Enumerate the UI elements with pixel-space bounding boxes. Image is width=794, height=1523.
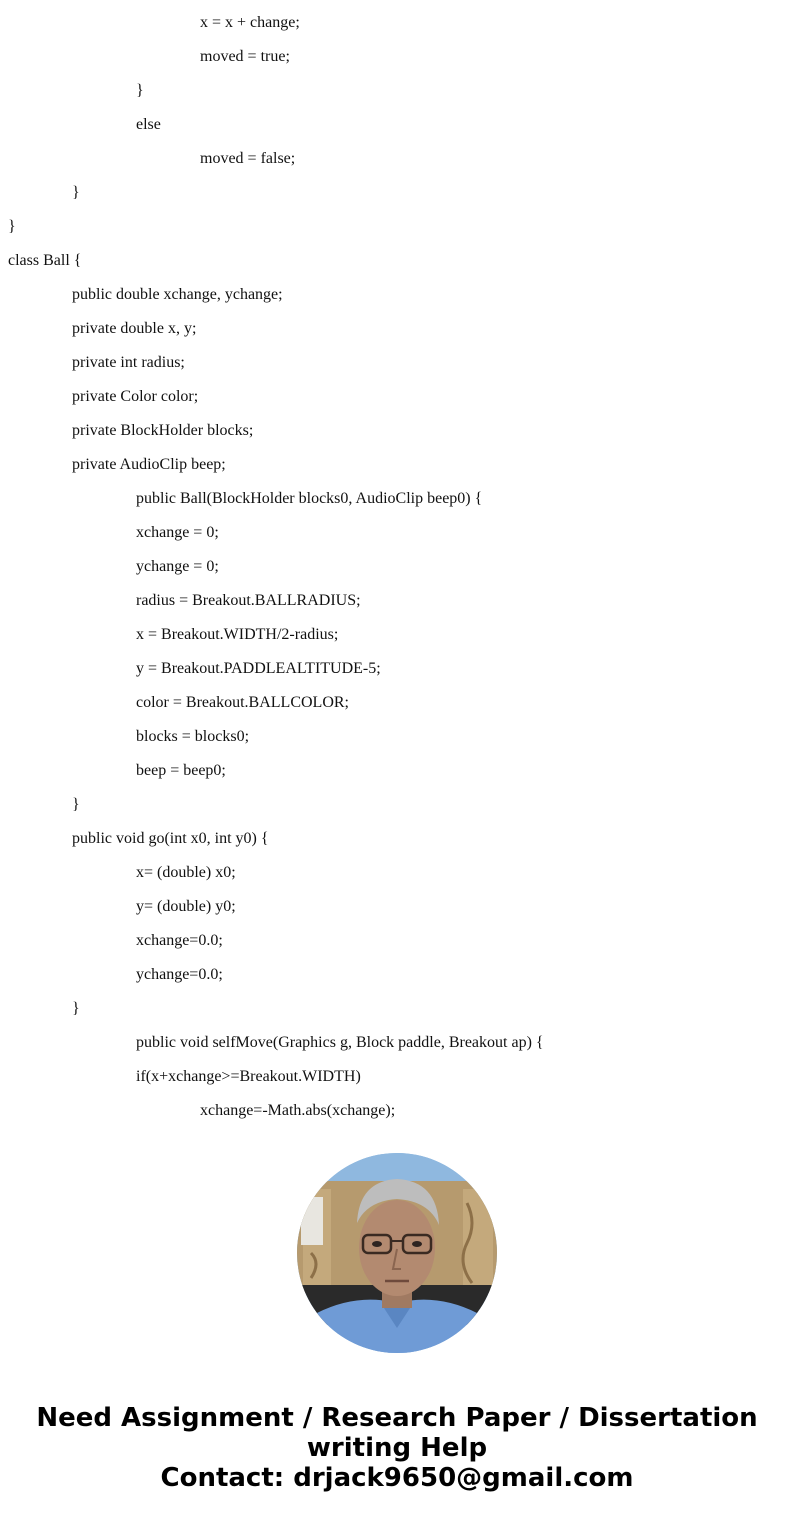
- code-line: [0, 516, 794, 550]
- code-line: [0, 346, 794, 380]
- code-line: [0, 890, 794, 924]
- code-line: [0, 550, 794, 584]
- code-line: [0, 1060, 794, 1094]
- code-line: [0, 210, 794, 244]
- code-text: xchange=0.0;: [136, 932, 223, 949]
- code-line: [0, 74, 794, 108]
- promo-contact: Contact: drjack9650@gmail.com: [160, 1463, 634, 1493]
- code-line: [0, 822, 794, 856]
- author-portrait-icon: [297, 1153, 497, 1353]
- code-text: private double x, y;: [72, 320, 197, 337]
- code-text: color = Breakout.BALLCOLOR;: [136, 694, 349, 711]
- code-text: private Color color;: [72, 388, 199, 405]
- code-line: [0, 448, 794, 482]
- code-text: y= (double) y0;: [136, 898, 236, 915]
- code-line: [0, 482, 794, 516]
- code-text: public void selfMove(Graphics g, Block paddle, Breakout ap) {: [136, 1034, 544, 1051]
- code-text: }: [136, 82, 144, 99]
- promo-line-2: writing Help: [306, 1433, 488, 1463]
- code-line: [0, 244, 794, 278]
- code-text: public void go(int x0, int y0) {: [72, 830, 269, 847]
- code-line: [0, 584, 794, 618]
- code-text: else: [136, 116, 161, 133]
- code-line: [0, 380, 794, 414]
- promo-line-1: Need Assignment / Research Paper / Dissertation: [36, 1403, 758, 1433]
- code-text: ychange=0.0;: [136, 966, 223, 983]
- code-line: [0, 992, 794, 1026]
- code-line: [0, 1026, 794, 1060]
- code-line: [0, 958, 794, 992]
- code-line: [0, 414, 794, 448]
- code-line: [0, 652, 794, 686]
- code-line: [0, 108, 794, 142]
- code-text: }: [8, 218, 16, 235]
- code-text: beep = beep0;: [136, 762, 226, 779]
- code-line: [0, 176, 794, 210]
- author-avatar: [297, 1153, 497, 1353]
- code-text: }: [72, 1000, 80, 1017]
- code-line: [0, 278, 794, 312]
- code-text: public Ball(BlockHolder blocks0, AudioClip beep0) {: [136, 490, 483, 507]
- code-line: [0, 754, 794, 788]
- promo-banner: [0, 1403, 794, 1493]
- code-text: xchange=-Math.abs(xchange);: [200, 1102, 396, 1119]
- code-document: [0, 6, 794, 1128]
- code-text: x = Breakout.WIDTH/2-radius;: [136, 626, 339, 643]
- code-text: xchange = 0;: [136, 524, 219, 541]
- code-line: [0, 856, 794, 890]
- code-line: [0, 6, 794, 40]
- code-text: public double xchange, ychange;: [72, 286, 283, 303]
- code-line: [0, 788, 794, 822]
- code-line: [0, 618, 794, 652]
- code-line: [0, 142, 794, 176]
- code-line: [0, 720, 794, 754]
- code-text: x = x + change;: [200, 14, 300, 31]
- code-line: [0, 40, 794, 74]
- code-text: radius = Breakout.BALLRADIUS;: [136, 592, 361, 609]
- code-text: if(x+xchange>=Breakout.WIDTH): [136, 1068, 361, 1085]
- code-text: private int radius;: [72, 354, 185, 371]
- code-line: [0, 686, 794, 720]
- code-text: y = Breakout.PADDLEALTITUDE-5;: [136, 660, 381, 677]
- code-text: }: [72, 184, 80, 201]
- code-text: moved = false;: [200, 150, 296, 167]
- code-text: private AudioClip beep;: [72, 456, 226, 473]
- code-text: blocks = blocks0;: [136, 728, 250, 745]
- code-text: ychange = 0;: [136, 558, 219, 575]
- code-text: moved = true;: [200, 48, 290, 65]
- code-text: class Ball {: [8, 252, 82, 269]
- code-text: }: [72, 796, 80, 813]
- code-line: [0, 924, 794, 958]
- code-text: private BlockHolder blocks;: [72, 422, 254, 439]
- code-text: x= (double) x0;: [136, 864, 236, 881]
- code-line: [0, 312, 794, 346]
- code-line: [0, 1094, 794, 1128]
